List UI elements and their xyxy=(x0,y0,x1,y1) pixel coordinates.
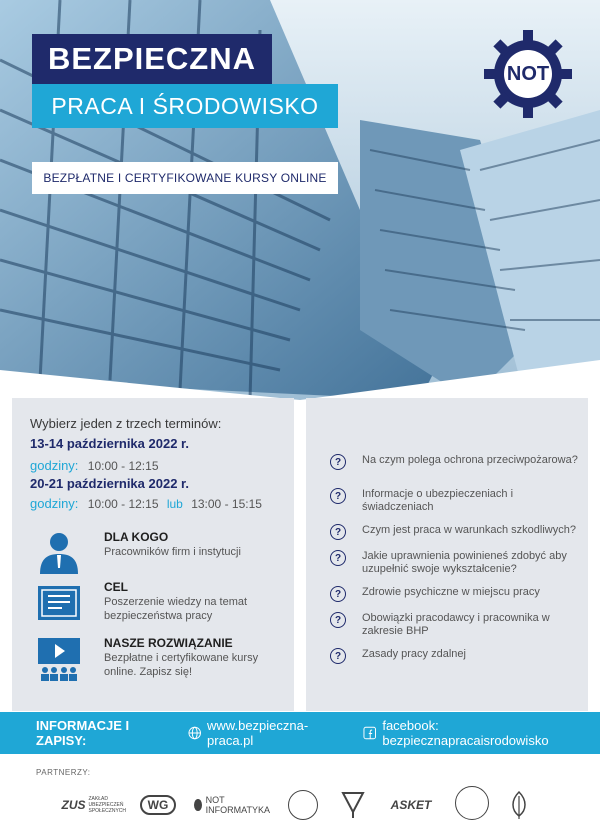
info-for-whom xyxy=(36,530,286,578)
info-solution xyxy=(36,636,286,684)
certificate-icon xyxy=(36,580,82,626)
info-text: Bezpłatne i certyfikowane kursy online. Zapisz się! xyxy=(104,652,259,678)
partners-label: PARTNERZY: xyxy=(36,768,91,777)
info-heading: DLA KOGO xyxy=(104,530,169,544)
question-text: Zdrowie psychiczne w miejscu pracy xyxy=(362,586,540,598)
registration-label: INFORMACJE I ZAPISY: xyxy=(36,718,130,748)
partner-crest-logo xyxy=(455,786,489,820)
info-heading: NASZE ROZWIĄZANIE xyxy=(104,636,233,650)
hours-value: 10:00 - 12:15 xyxy=(87,497,159,511)
website-link[interactable]: www.bezpieczna-praca.pl xyxy=(207,718,309,748)
question-text: Czym jest praca w warunkach szkodliwych? xyxy=(362,524,576,536)
zus-logo-subtext: ZAKŁAD UBEZPIECZEŃ SPOŁECZNYCH xyxy=(88,796,127,814)
question-icon: ? xyxy=(330,648,346,664)
title-line2: PRACA I ŚRODOWISKO xyxy=(32,84,338,128)
wg-logo: WG xyxy=(140,795,176,815)
question-text: Zasady pracy zdalnej xyxy=(362,648,466,660)
question-icon: ? xyxy=(330,488,346,504)
facebook-link[interactable]: facebook: bezpiecznapracaisrodowisko xyxy=(382,718,549,748)
hours-alt-value: 13:00 - 15:15 xyxy=(191,497,262,511)
registration-bar xyxy=(0,712,600,754)
date-1: 13-14 października 2022 r. xyxy=(30,436,189,451)
partner-leaf-logo xyxy=(508,788,530,822)
hours-2 xyxy=(30,496,262,511)
subtitle-badge: BEZPŁATNE I CERTYFIKOWANE KURSY ONLINE xyxy=(32,162,338,194)
question-icon: ? xyxy=(330,550,346,566)
question-icon: ? xyxy=(330,586,346,602)
emblem-icon xyxy=(340,790,366,820)
zus-logo xyxy=(58,788,127,822)
not-informatyka-logo-mark xyxy=(194,799,202,811)
not-informatyka-logo-text: NOT INFORMATYKA xyxy=(205,795,271,815)
presentation-icon xyxy=(36,636,82,682)
question-text: Obowiązki pracodawcy i pracownika w zakresie BHP xyxy=(362,612,550,637)
question-text: Na czym polega ochrona przeciwpożarowa? xyxy=(362,454,578,466)
asket-logo: ASKET xyxy=(390,798,432,812)
hours-label: godziny: xyxy=(30,496,79,511)
info-text: Poszerzenie wiedzy na temat bezpieczeństwa pracy xyxy=(104,596,248,622)
date-2: 20-21 października 2022 r. xyxy=(30,476,189,491)
question-icon: ? xyxy=(330,612,346,628)
or-text: lub xyxy=(166,497,183,511)
info-text: Pracowników firm i instytucji xyxy=(104,546,241,558)
not-logo xyxy=(484,30,572,118)
hours-label: godziny: xyxy=(30,458,79,473)
info-heading: CEL xyxy=(104,580,128,594)
partner-emblem-logo xyxy=(338,788,368,822)
question-text: Informacje o ubezpieczeniach i świadczeniach xyxy=(362,488,514,513)
zus-logo-text: ZUS xyxy=(61,798,86,812)
leaf-icon xyxy=(509,790,529,820)
not-informatyka-logo xyxy=(194,788,270,822)
globe-icon xyxy=(188,726,201,740)
logo-text: NOT xyxy=(506,62,550,85)
hours-value: 10:00 - 12:15 xyxy=(87,459,159,473)
person-icon xyxy=(36,530,82,576)
question-text: Jakie uprawnienia powinieneś zdobyć aby uzupełnić swoje wykształcenie? xyxy=(362,550,567,575)
info-goal xyxy=(36,580,286,628)
question-icon: ? xyxy=(330,524,346,540)
question-icon: ? xyxy=(330,454,346,470)
facebook-icon xyxy=(363,726,376,740)
hours-1 xyxy=(30,458,159,473)
partner-seal-logo xyxy=(288,790,318,820)
schedule-intro: Wybierz jeden z trzech terminów: xyxy=(30,416,222,431)
title-line1: BEZPIECZNA xyxy=(32,34,272,84)
